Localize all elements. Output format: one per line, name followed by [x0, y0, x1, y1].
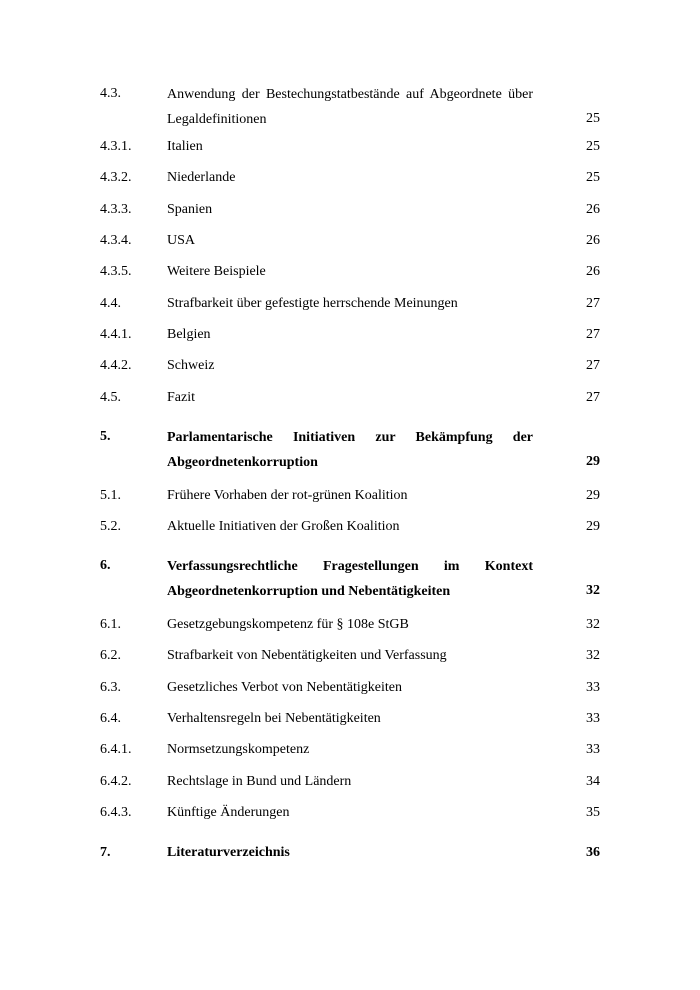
toc-entry-number: 4.4. [100, 296, 121, 311]
toc-entry-title [167, 425, 533, 475]
toc-entry-page: 32 [586, 617, 600, 632]
toc-entry-page: 29 [586, 519, 600, 534]
toc-entry-number: 4.3.3. [100, 202, 132, 217]
toc-entry-title-line: Anwendung der Bestechungstatbestände auf Abgeordnete über [167, 87, 533, 102]
toc-entry-number: 6. [100, 558, 111, 573]
toc-entry-page: 32 [586, 648, 600, 663]
toc-entry-number: 4.3.1. [100, 139, 132, 154]
toc-entry-page: 25 [586, 170, 600, 185]
toc-entry-title [167, 554, 533, 604]
toc-entry-title-line: Legaldefinitionen [167, 112, 267, 127]
toc-entry-number: 6.1. [100, 617, 121, 632]
toc-entry-number: 6.4.2. [100, 774, 132, 789]
toc-entry-title-line: Abgeordnetenkorruption und Nebentätigkeiten [167, 584, 451, 599]
toc-entry-page: 33 [586, 711, 600, 726]
toc-entry-title: Weitere Beispiele [167, 264, 266, 279]
toc-entry-number: 6.4.1. [100, 742, 132, 757]
toc-entry-page: 35 [586, 805, 600, 820]
toc-entry-page: 29 [586, 488, 600, 503]
toc-entry-number: 5. [100, 429, 111, 444]
toc-entry-title-line: Parlamentarische Initiativen zur Bekämpfung der [167, 430, 533, 445]
toc-entry-page: 25 [586, 139, 600, 154]
toc-entry-number: 4.3.2. [100, 170, 132, 185]
toc-entry-number: 5.2. [100, 519, 121, 534]
toc-entry-title: Gesetzliches Verbot von Nebentätigkeiten [167, 680, 402, 695]
toc-entry-page: 27 [586, 327, 600, 342]
toc-entry-page: 25 [586, 111, 600, 126]
toc-entry-title: Normsetzungskompetenz [167, 742, 310, 757]
toc-entry-page: 33 [586, 742, 600, 757]
toc-entry-number: 4.4.2. [100, 358, 132, 373]
toc-entry-page: 33 [586, 680, 600, 695]
toc-entry-title: Künftige Änderungen [167, 805, 290, 820]
toc-entry-page: 36 [586, 845, 600, 860]
toc-entry-number: 4.3. [100, 86, 121, 101]
toc-entry-title: USA [167, 233, 196, 248]
toc-entry-page: 29 [586, 454, 600, 469]
toc-entry-number: 4.3.5. [100, 264, 132, 279]
toc-entry-title: Italien [167, 139, 203, 154]
toc-entry-title: Strafbarkeit über gefestigte herrschende Meinungen [167, 296, 458, 311]
toc-entry-title: Gesetzgebungskompetenz für § 108e StGB [167, 617, 409, 632]
toc-entry-number: 4.3.4. [100, 233, 132, 248]
toc-entry-title: Literaturverzeichnis [167, 845, 290, 860]
toc-entry-title: Rechtslage in Bund und Ländern [167, 774, 352, 789]
toc-entry-title-line: Abgeordnetenkorruption [167, 455, 318, 470]
toc-entry-title: Schweiz [167, 358, 215, 373]
toc-entry-title: Niederlande [167, 170, 236, 185]
toc-entry-page: 27 [586, 358, 600, 373]
toc-entry-page: 27 [586, 390, 600, 405]
toc-entry-page: 32 [586, 583, 600, 598]
toc-entry-title-line: Verfassungsrechtliche Fragestellungen im Kontext [167, 559, 533, 574]
toc-entry-page: 26 [586, 233, 600, 248]
toc-entry-title: Strafbarkeit von Nebentätigkeiten und Verfassung [167, 648, 447, 663]
toc-entry-number: 6.4.3. [100, 805, 132, 820]
toc-entry-page: 26 [586, 202, 600, 217]
toc-entry-number: 5.1. [100, 488, 121, 503]
toc-entry-page: 34 [586, 774, 600, 789]
toc-entry-number: 4.4.1. [100, 327, 132, 342]
toc-entry-title: Verhaltensregeln bei Nebentätigkeiten [167, 711, 381, 726]
toc-entry-number: 6.4. [100, 711, 121, 726]
toc-entry-page: 26 [586, 264, 600, 279]
toc-entry-title: Frühere Vorhaben der rot-grünen Koalition [167, 488, 408, 503]
toc-entry-number: 6.3. [100, 680, 121, 695]
toc-entry-title [167, 82, 533, 132]
toc-entry-title: Aktuelle Initiativen der Großen Koalition [167, 519, 400, 534]
toc-entry-number: 4.5. [100, 390, 121, 405]
toc-entry-title: Spanien [167, 202, 213, 217]
toc-entry-title: Belgien [167, 327, 211, 342]
toc-entry-number: 6.2. [100, 648, 121, 663]
toc-entry-number: 7. [100, 845, 111, 860]
toc-entry-title: Fazit [167, 390, 195, 405]
toc-entry-page: 27 [586, 296, 600, 311]
